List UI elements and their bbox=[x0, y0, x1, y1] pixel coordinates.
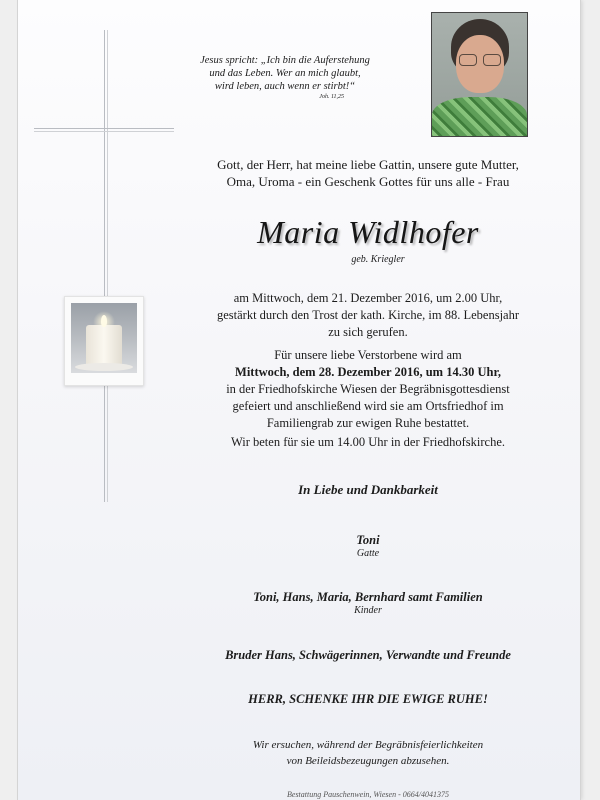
quote-line: und das Leben. Wer an mich glaubt, bbox=[209, 68, 361, 79]
funeral-line: Familiengrab zur ewigen Ruhe bestattet. bbox=[266, 416, 470, 430]
funeral-date: Mittwoch, dem 28. Dezember 2016, um 14.30 Uhr, bbox=[235, 365, 501, 379]
death-details bbox=[188, 290, 548, 341]
mourner-group bbox=[188, 647, 548, 663]
funeral-details bbox=[188, 347, 548, 432]
mourner-group bbox=[188, 589, 548, 617]
death-line: zu sich gerufen. bbox=[328, 325, 408, 339]
request-line: Wir ersuchen, während der Begräbnisfeierlichkeiten bbox=[252, 739, 484, 751]
candle-icon bbox=[71, 303, 137, 373]
mourner-name: Bruder Hans, Schwägerinnen, Verwandte und Freunde bbox=[225, 648, 511, 662]
funeral-line: in der Friedhofskirche Wiesen der Begräbnisgottesdienst bbox=[226, 382, 510, 396]
mourner-name: Toni, Hans, Maria, Bernhard samt Familien bbox=[253, 590, 483, 604]
candle-image bbox=[64, 296, 144, 386]
bible-quote bbox=[180, 54, 390, 101]
announcement-intro bbox=[188, 156, 548, 190]
cross-vertical-line-shadow bbox=[107, 30, 108, 502]
cross-horizontal-line bbox=[34, 128, 174, 129]
funeral-line: Für unsere liebe Verstorbene wird am bbox=[274, 348, 462, 362]
deceased-name: Maria Widlhofer bbox=[257, 214, 479, 250]
cross-vertical-line bbox=[104, 30, 105, 502]
mourner-role: Kinder bbox=[354, 605, 382, 616]
mourner-role: Gatte bbox=[356, 548, 380, 559]
intro-line: Gott, der Herr, hat meine liebe Gattin, unsere gute Mutter, bbox=[217, 157, 519, 172]
birth-name: geb. Kriegler bbox=[351, 254, 405, 265]
portrait-photo bbox=[431, 12, 528, 137]
request-line: von Beileidsbezeugungen abzusehen. bbox=[286, 755, 450, 767]
death-line: gestärkt durch den Trost der kath. Kirche, im 88. Lebensjahr bbox=[216, 308, 519, 322]
funeral-home-footer: Bestattung Pauschenwein, Wiesen - 0664/4041375 bbox=[287, 790, 449, 799]
death-line: am Mittwoch, dem 21. Dezember 2016, um 2.00 Uhr, bbox=[233, 291, 503, 305]
funeral-line: gefeiert und anschließend wird sie am Ortsfriedhof im bbox=[232, 399, 504, 413]
condolence-request bbox=[188, 737, 548, 769]
intro-line: Oma, Uroma - ein Geschenk Gottes für uns alle - Frau bbox=[226, 174, 510, 189]
mourner-group bbox=[188, 532, 548, 560]
love-gratitude: In Liebe und Dankbarkeit bbox=[298, 482, 438, 497]
mourner-name: Toni bbox=[356, 533, 380, 547]
parte-sheet bbox=[18, 0, 580, 800]
quote-line: Jesus spricht: „Ich bin die Auferstehung bbox=[200, 55, 370, 66]
quote-line: wird leben, auch wenn er stirbt!“ bbox=[214, 81, 356, 92]
cross-horizontal-line-shadow bbox=[34, 131, 174, 132]
closing-prayer: HERR, SCHENKE IHR DIE EWIGE RUHE! bbox=[248, 692, 488, 706]
quote-reference: Joh. 11,25 bbox=[319, 94, 344, 100]
prayer-notice: Wir beten für sie um 14.00 Uhr in der Friedhofskirche. bbox=[230, 435, 506, 449]
